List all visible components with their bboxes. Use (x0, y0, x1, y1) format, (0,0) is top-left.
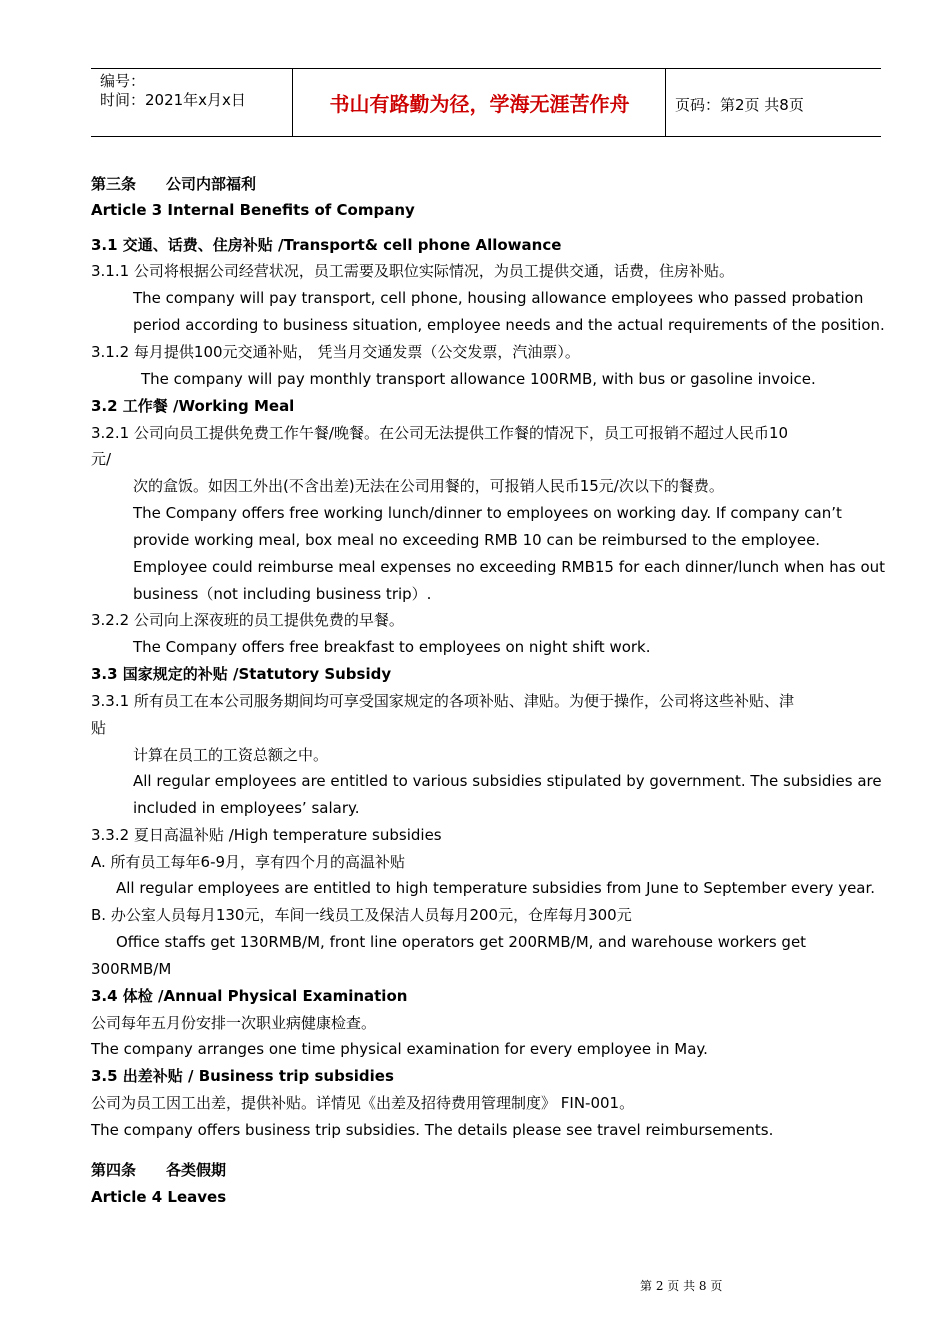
paragraph-line: All regular employees are entitled to various subsidies stipulated by government. The subsidies are (133, 772, 882, 790)
paragraph-line: provide working meal, box meal no exceeding RMB 10 can be reimbursed to the employee. (133, 531, 821, 549)
paragraph-line: Employee could reimburse meal expenses no exceeding RMB15 for each dinner/lunch when has out (133, 558, 886, 576)
header-divider (665, 69, 666, 136)
paragraph-line: B. 办公室人员每月130元，车间一线员工及保洁人员每月200元，仓库每月300元 (91, 906, 632, 924)
section-heading: 第四条 各类假期 (91, 1161, 227, 1179)
paragraph-line: 元/ (91, 450, 112, 468)
header-motto: 书山有路勤为径，学海无涯苦作舟 (329, 92, 630, 116)
paragraph-line: period according to business situation, employee needs and the actual requirements of the position. (133, 316, 885, 334)
subsection-heading: 3.4 体检 /Annual Physical Examination (91, 987, 408, 1005)
date-label: 时间：2021年x月x日 (100, 91, 246, 109)
paragraph-line: A. 所有员工每年6-9月，享有四个月的高温补贴 (91, 853, 406, 871)
serial-number-label: 编号： (100, 72, 146, 90)
paragraph-line: 次的盒饭。如因工外出(不含出差)无法在公司用餐的，可报销人民币15元/次以下的餐费。 (133, 477, 724, 495)
subsection-heading: 3.1 交通、话费、住房补贴 /Transport& cell phone Allowance (91, 236, 562, 254)
paragraph-line: 3.3.2 夏日高温补贴 /High temperature subsidies (91, 826, 442, 844)
paragraph-line: The Company offers free working lunch/dinner to employees on working day. If company can’t (133, 504, 842, 522)
header-page-info: 页码：第2页 共8页 (675, 96, 804, 114)
paragraph-line: The company offers business trip subsidies. The details please see travel reimbursements. (91, 1121, 774, 1139)
paragraph-line: 3.2.1 公司向员工提供免费工作午餐/晚餐。在公司无法提供工作餐的情况下，员工可报销不超过人民币10 (91, 424, 789, 442)
paragraph-line: business（not including business trip）. (133, 585, 432, 603)
subsection-heading: 3.3 国家规定的补贴 /Statutory Subsidy (91, 665, 392, 683)
section-heading-en: Article 3 Internal Benefits of Company (91, 201, 415, 219)
paragraph-line: The company arranges one time physical examination for every employee in May. (91, 1040, 708, 1058)
subsection-heading: 3.2 工作餐 /Working Meal (91, 397, 295, 415)
subsection-heading: 3.5 出差补贴 / Business trip subsidies (91, 1067, 394, 1085)
page-footer: 第 2 页 共 8 页 (640, 1279, 723, 1293)
paragraph-line: 300RMB/M (91, 960, 172, 978)
paragraph-line: 公司为员工因工出差，提供补贴。详情见《出差及招待费用管理制度》 FIN-001。 (91, 1094, 635, 1112)
paragraph-line: 3.1.1 公司将根据公司经营状况，员工需要及职位实际情况，为员工提供交通，话费，住房补贴。 (91, 262, 734, 280)
paragraph-line: 3.3.1 所有员工在本公司服务期间均可享受国家规定的各项补贴、津贴。为便于操作，公司将这些补贴、津 (91, 692, 794, 710)
paragraph-line: All regular employees are entitled to high temperature subsidies from June to September every year. (116, 879, 876, 897)
paragraph-line: 计算在员工的工资总额之中。 (133, 746, 329, 764)
paragraph-line: 公司每年五月份安排一次职业病健康检查。 (91, 1014, 377, 1032)
paragraph-line: included in employees’ salary. (133, 799, 360, 817)
paragraph-line: 3.1.2 每月提供100元交通补贴， 凭当月交通发票（公交发票，汽油票）。 (91, 343, 580, 361)
header-divider (292, 69, 293, 136)
paragraph-line: Office staffs get 130RMB/M, front line operators get 200RMB/M, and warehouse workers get (116, 933, 807, 951)
paragraph-line: 3.2.2 公司向上深夜班的员工提供免费的早餐。 (91, 611, 404, 629)
document-header (91, 68, 881, 137)
header-meta (100, 72, 246, 110)
section-heading-en: Article 4 Leaves (91, 1188, 227, 1206)
section-heading: 第三条 公司内部福利 (91, 175, 257, 193)
paragraph-line: 贴 (91, 719, 107, 737)
paragraph-line: The company will pay monthly transport allowance 100RMB, with bus or gasoline invoice. (141, 370, 816, 388)
paragraph-line: The company will pay transport, cell phone, housing allowance employees who passed probation (133, 289, 864, 307)
paragraph-line: The Company offers free breakfast to employees on night shift work. (133, 638, 651, 656)
